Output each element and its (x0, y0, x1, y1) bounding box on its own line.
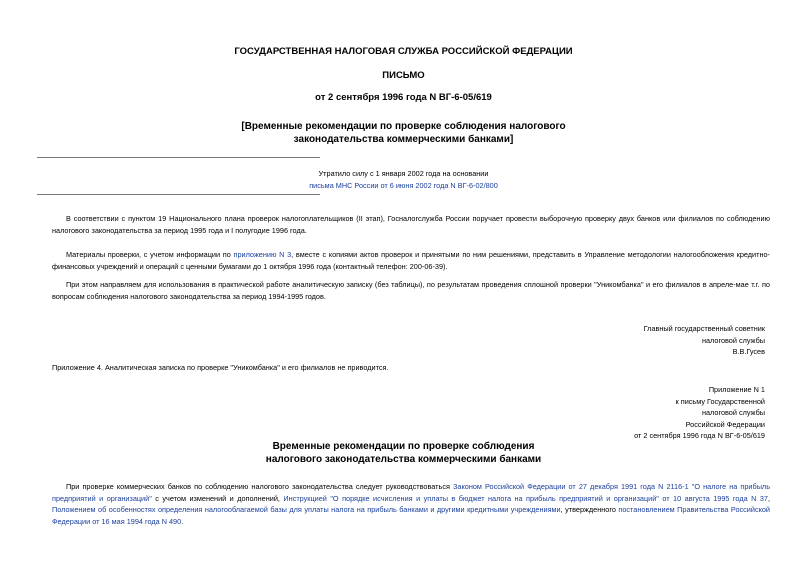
annex-line-5: от 2 сентября 1996 года N ВГ-6-05/619 (634, 431, 765, 440)
annex-line-1: Приложение N 1 (708, 385, 765, 394)
document-date-number: от 2 сентября 1996 года N ВГ-6-05/619 (315, 92, 492, 103)
paragraph-2 (52, 249, 770, 272)
regulation-link[interactable]: Положением об особенностях определения налогооблагаемой базы для уплаты налога на прибыль банками и другими кредитными учреждениями (52, 505, 561, 514)
paragraph-2-text-a: Материалы проверки, с учетом информации по (66, 250, 234, 259)
paragraph-4 (52, 481, 770, 527)
document-title-line-1: [Временные рекомендации по проверке соблюдения налогового (241, 121, 566, 132)
instruction-37-link[interactable]: Инструкцией "О порядке исчисления и уплаты в бюджет налога на прибыль предприятий и организаций" от 10 августа 1995 года N 37 (283, 493, 768, 503)
annex-line-2: к письму Государственной (675, 396, 765, 406)
signature-name: В.В.Гусев (732, 347, 765, 356)
expired-notice (0, 168, 807, 192)
annex-3-link[interactable]: приложению N 3 (233, 250, 292, 259)
paragraph-3: При этом направляем для использования в практической работе аналитическую записку (без таблицы), по результатам проведения сплошной проверки "Уникомбанка" и его филиалов в апреле-мае т.г. по вопросам соблюдения налогового законодательства за период 1994-1995 годов. (52, 280, 770, 301)
paragraph-4-text-3: , (767, 493, 770, 503)
expired-text: Утратило силу с 1 января 2002 года на основании (318, 169, 489, 178)
resolution-490-link[interactable]: постановлением Правительства Российской Федерации от 16 мая 1994 года N 490 (52, 505, 771, 526)
divider-top (37, 157, 320, 158)
signature-position: Главный государственный советник (643, 324, 765, 333)
annex-1-header (634, 384, 765, 442)
recommendations-title (0, 440, 807, 466)
document-title (0, 120, 807, 146)
signature-block (644, 323, 765, 358)
annex-line-4: Российской Федерации (685, 419, 765, 429)
law-2116-1-link[interactable]: Законом Российской Федерации от 27 декабря 1991 года N 2116-1 "О налоге на прибыль предприятий и организаций" (52, 482, 770, 503)
paragraph-2-text-b: , вместе с копиями актов проверок и принятыми по ним решениями, представить в Управление методологии налогообложения кредитно-финансовых учреждений и операций с ценными бумагами до 1 октября 1996 года (контактный телефон: 200-06-39). (52, 250, 770, 271)
recommendations-title-line-1: Временные рекомендации по проверке соблюдения (272, 441, 535, 452)
paragraph-1: В соответствии с пунктом 19 Национального плана проверок налогоплательщиков (II этап), Госналогслужба России поручает провести выборочную проверку двух банков или филиалов по соблюдению налогового законодательства за период 1995 года и I полугодие 1996 года. (52, 214, 770, 235)
document-title-line-2: законодательства коммерческими банками] (293, 134, 514, 145)
annex-4-note: Приложение 4. Аналитическая записка по проверке "Уникомбанка" и его филиалов не приводится. (52, 363, 389, 372)
expired-source-link[interactable]: письма МНС России от 6 июня 2002 года N ВГ-6-02/800 (309, 181, 498, 190)
document-type: ПИСЬМО (382, 70, 425, 81)
recommendations-title-line-2: налогового законодательства коммерческими банками (265, 454, 542, 465)
agency-heading: ГОСУДАРСТВЕННАЯ НАЛОГОВАЯ СЛУЖБА РОССИЙСКОЙ ФЕДЕРАЦИИ (234, 46, 573, 57)
paragraph-4-text-4: , утвержденного (560, 505, 619, 514)
divider-bottom (37, 194, 320, 195)
signature-service: налоговой службы (701, 335, 765, 345)
annex-line-3: налоговой службы (701, 408, 765, 417)
paragraph-4-text-2: с учетом изменений и дополнений, (151, 493, 284, 503)
paragraph-4-text-1: При проверке коммерческих банков по соблюдению налогового законодательства следует руководствоваться (66, 482, 454, 491)
paragraph-4-text-5: . (181, 516, 184, 526)
